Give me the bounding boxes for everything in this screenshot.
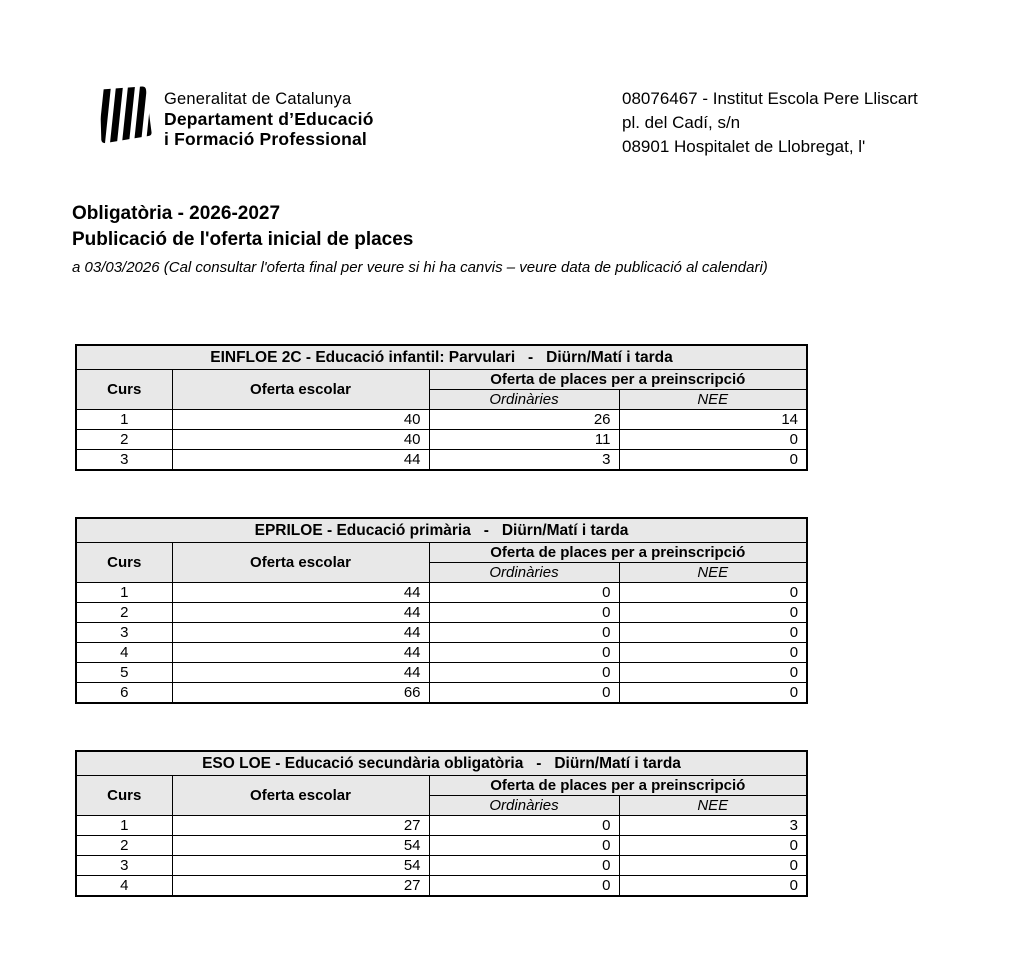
cell-ordinaries: 0 <box>429 623 619 643</box>
cell-oferta-escolar: 54 <box>172 856 429 876</box>
table-row <box>76 836 807 856</box>
brand-header <box>90 86 374 149</box>
table-title: EPRILOE - Educació primària - Diürn/Matí i tarda <box>76 518 807 543</box>
cell-oferta-escolar: 44 <box>172 643 429 663</box>
cell-oferta-escolar: 40 <box>172 430 429 450</box>
table-title: ESO LOE - Educació secundària obligatòria - Diürn/Matí i tarda <box>76 751 807 776</box>
col-header-oferta-escolar: Oferta escolar <box>172 543 429 583</box>
table-header-row <box>76 370 807 390</box>
cell-ordinaries: 0 <box>429 643 619 663</box>
table-row <box>76 663 807 683</box>
cell-nee: 14 <box>619 410 807 430</box>
cell-nee: 0 <box>619 856 807 876</box>
col-header-nee: NEE <box>619 563 807 583</box>
col-header-preinscripcio: Oferta de places per a preinscripció <box>429 543 807 563</box>
col-header-nee: NEE <box>619 796 807 816</box>
table-row <box>76 643 807 663</box>
cell-curs: 1 <box>76 583 172 603</box>
cell-curs: 2 <box>76 836 172 856</box>
cell-oferta-escolar: 66 <box>172 683 429 704</box>
page-subtitle: Publicació de l'oferta inicial de places <box>72 229 414 250</box>
cell-nee: 0 <box>619 663 807 683</box>
table-row <box>76 876 807 897</box>
cell-curs: 2 <box>76 603 172 623</box>
table-header-row <box>76 776 807 796</box>
table-title-row <box>76 345 807 370</box>
table-row <box>76 410 807 430</box>
cell-nee: 0 <box>619 583 807 603</box>
title-block <box>72 201 952 277</box>
school-street: pl. del Cadí, s/n <box>622 113 741 132</box>
table-row <box>76 583 807 603</box>
cell-ordinaries: 0 <box>429 683 619 704</box>
cell-ordinaries: 0 <box>429 856 619 876</box>
col-header-curs: Curs <box>76 370 172 410</box>
offer-table-primaria <box>75 517 808 704</box>
brand-department-line2: i Formació Professional <box>164 129 367 149</box>
table-row <box>76 856 807 876</box>
table-body <box>76 410 807 471</box>
cell-ordinaries: 26 <box>429 410 619 430</box>
table-body <box>76 583 807 704</box>
cell-curs: 5 <box>76 663 172 683</box>
cell-nee: 0 <box>619 643 807 663</box>
cell-oferta-escolar: 40 <box>172 410 429 430</box>
table-row <box>76 816 807 836</box>
school-address <box>622 87 918 159</box>
cell-ordinaries: 11 <box>429 430 619 450</box>
cell-oferta-escolar: 44 <box>172 663 429 683</box>
cell-oferta-escolar: 44 <box>172 603 429 623</box>
table-body <box>76 816 807 897</box>
table-title: EINFLOE 2C - Educació infantil: Parvulari - Diürn/Matí i tarda <box>76 345 807 370</box>
col-header-oferta-escolar: Oferta escolar <box>172 776 429 816</box>
cell-curs: 3 <box>76 450 172 471</box>
school-code-name: 08076467 - Institut Escola Pere Lliscart <box>622 89 918 108</box>
cell-oferta-escolar: 54 <box>172 836 429 856</box>
cell-ordinaries: 0 <box>429 836 619 856</box>
cell-nee: 0 <box>619 623 807 643</box>
col-header-nee: NEE <box>619 390 807 410</box>
col-header-ordinaries: Ordinàries <box>429 796 619 816</box>
offer-table-infantil <box>75 344 808 471</box>
cell-oferta-escolar: 44 <box>172 623 429 643</box>
page-title: Obligatòria - 2026-2027 <box>72 203 281 224</box>
cell-curs: 2 <box>76 430 172 450</box>
cell-curs: 1 <box>76 410 172 430</box>
brand-department-line1: Departament d’Educació <box>164 109 374 129</box>
cell-ordinaries: 0 <box>429 583 619 603</box>
senyera-stripes-icon <box>90 86 152 144</box>
brand-text <box>164 86 374 149</box>
cell-curs: 4 <box>76 876 172 897</box>
col-header-preinscripcio: Oferta de places per a preinscripció <box>429 370 807 390</box>
cell-nee: 0 <box>619 603 807 623</box>
table-row <box>76 603 807 623</box>
cell-nee: 0 <box>619 836 807 856</box>
cell-curs: 3 <box>76 623 172 643</box>
table-title-row <box>76 751 807 776</box>
offer-tables <box>75 344 806 943</box>
cell-nee: 0 <box>619 876 807 897</box>
cell-ordinaries: 0 <box>429 816 619 836</box>
table-row <box>76 450 807 471</box>
col-header-curs: Curs <box>76 543 172 583</box>
cell-curs: 1 <box>76 816 172 836</box>
col-header-curs: Curs <box>76 776 172 816</box>
cell-oferta-escolar: 27 <box>172 816 429 836</box>
cell-nee: 0 <box>619 683 807 704</box>
offer-table-eso <box>75 750 808 897</box>
col-header-ordinaries: Ordinàries <box>429 390 619 410</box>
cell-ordinaries: 3 <box>429 450 619 471</box>
cell-oferta-escolar: 27 <box>172 876 429 897</box>
cell-oferta-escolar: 44 <box>172 450 429 471</box>
cell-nee: 3 <box>619 816 807 836</box>
cell-curs: 4 <box>76 643 172 663</box>
cell-nee: 0 <box>619 450 807 471</box>
table-row <box>76 623 807 643</box>
brand-org-name: Generalitat de Catalunya <box>164 90 352 108</box>
table-header-row <box>76 543 807 563</box>
table-row <box>76 430 807 450</box>
table-title-row <box>76 518 807 543</box>
table-row <box>76 683 807 704</box>
col-header-preinscripcio: Oferta de places per a preinscripció <box>429 776 807 796</box>
cell-ordinaries: 0 <box>429 603 619 623</box>
cell-ordinaries: 0 <box>429 663 619 683</box>
cell-oferta-escolar: 44 <box>172 583 429 603</box>
cell-curs: 6 <box>76 683 172 704</box>
col-header-ordinaries: Ordinàries <box>429 563 619 583</box>
school-city: 08901 Hospitalet de Llobregat, l' <box>622 137 866 156</box>
col-header-oferta-escolar: Oferta escolar <box>172 370 429 410</box>
publication-note: a 03/03/2026 (Cal consultar l'oferta final per veure si hi ha canvis – veure data de publicació al calendari) <box>72 259 768 276</box>
cell-ordinaries: 0 <box>429 876 619 897</box>
cell-curs: 3 <box>76 856 172 876</box>
cell-nee: 0 <box>619 430 807 450</box>
